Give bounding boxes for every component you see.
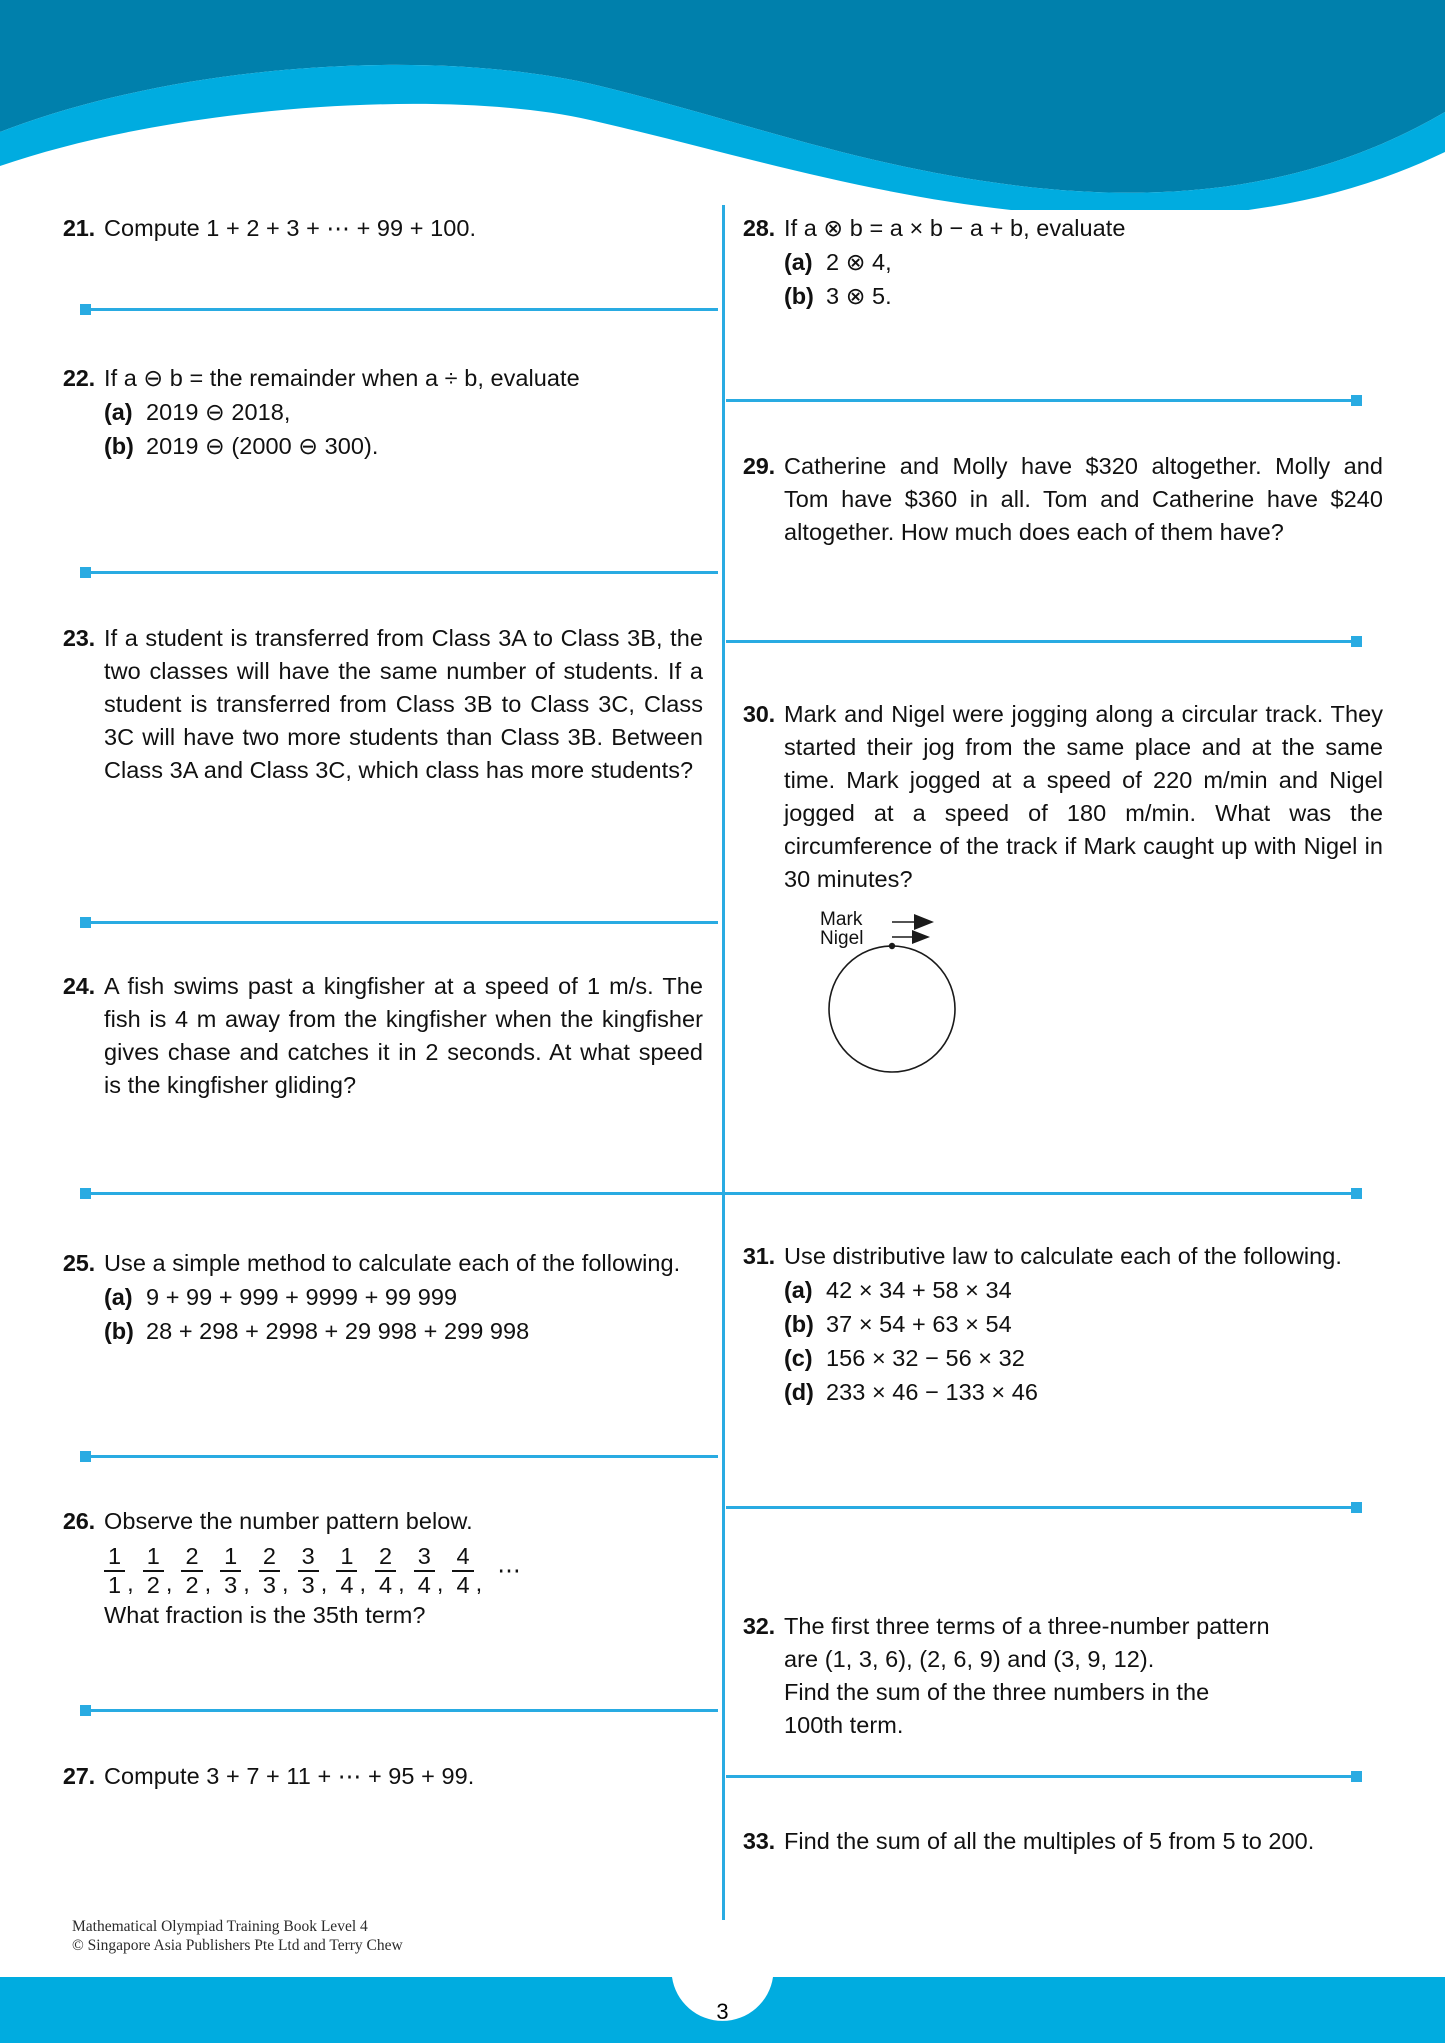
- fraction-4-numerator: 1: [220, 1544, 241, 1572]
- question-26-subquestion: What fraction is the 35th term?: [104, 1602, 426, 1629]
- question-22-item-a-label: (a): [104, 399, 133, 425]
- question-33-text: Find the sum of all the multiples of 5 from 5 to 200.: [784, 1828, 1315, 1854]
- fraction-6: [298, 1544, 319, 1597]
- question-26-fraction-sequence: [104, 1544, 703, 1597]
- fraction-sep-3: ,: [204, 1569, 212, 1596]
- divider-rule-7: [726, 399, 1361, 402]
- fraction-7-denominator: 4: [340, 1571, 354, 1598]
- question-31-item-a-label: (a): [784, 1277, 813, 1303]
- fraction-9-numerator: 3: [414, 1544, 435, 1572]
- fraction-sep-9: ,: [436, 1569, 444, 1596]
- question-28-item-a: [784, 246, 1383, 279]
- question-31-item-d-text: 233 × 46 − 133 × 46: [826, 1379, 1038, 1405]
- fraction-3-numerator: 2: [181, 1544, 202, 1572]
- fraction-4-denominator: 3: [224, 1571, 238, 1598]
- question-29-text: Catherine and Molly have $320 altogether. Molly and Tom have $360 in all. Tom and Catherine have $240 altogether. How much does each of them have?: [784, 453, 1383, 545]
- fraction-ellipsis: ⋯: [497, 1557, 523, 1584]
- fraction-3: [181, 1544, 202, 1597]
- question-24-text: A fish swims past a kingfisher at a speed of 1 m/s. The fish is 4 m away from the kingfisher when the kingfisher gives chase and catches it in 2 seconds. At what speed is the kingfisher gliding?: [104, 973, 703, 1098]
- divider-rule-10: [726, 1506, 1361, 1509]
- question-31-number: 31.: [742, 1243, 775, 1269]
- question-32-line2: are (1, 3, 6), (2, 6, 9) and (3, 9, 12).: [784, 1646, 1155, 1672]
- footer-credit-line2: © Singapore Asia Publishers Pte Ltd and Terry Chew: [72, 1937, 403, 1954]
- fraction-3-denominator: 2: [185, 1571, 199, 1598]
- fraction-9-denominator: 4: [417, 1571, 431, 1598]
- fraction-1-denominator: 1: [108, 1571, 122, 1598]
- fraction-1: [104, 1544, 125, 1597]
- fraction-sep-4: ,: [243, 1569, 250, 1596]
- question-28-item-a-label: (a): [784, 249, 813, 275]
- fraction-10: [452, 1544, 473, 1597]
- question-22-item-b-label: (b): [104, 433, 134, 459]
- fraction-5-denominator: 3: [262, 1571, 276, 1598]
- question-22-item-b-text: 2019 ⊖ (2000 ⊖ 300).: [146, 433, 379, 459]
- question-27-text: Compute 3 + 7 + 11 + ⋯ + 95 + 99.: [104, 1763, 475, 1789]
- divider-rule-2: [80, 571, 718, 574]
- question-29: [738, 450, 1383, 549]
- question-28-item-b: [784, 280, 1383, 313]
- question-26-number: 26.: [62, 1508, 95, 1534]
- divider-rule-1: [80, 308, 718, 311]
- question-26-text: Observe the number pattern below.: [104, 1508, 473, 1534]
- question-28: [738, 212, 1383, 313]
- question-22-item-b: [104, 430, 703, 463]
- fraction-sep-5: ,: [282, 1569, 289, 1596]
- fraction-10-numerator: 4: [452, 1544, 473, 1572]
- question-32: [738, 1610, 1383, 1742]
- fraction-sep-2: ,: [165, 1569, 173, 1596]
- fraction-7: [336, 1544, 357, 1597]
- fraction-sep-7: ,: [359, 1569, 367, 1596]
- question-31-text: Use distributive law to calculate each of the following.: [784, 1243, 1342, 1269]
- question-29-number: 29.: [742, 453, 775, 479]
- question-23-number: 23.: [62, 625, 95, 651]
- fraction-10-denominator: 4: [456, 1571, 470, 1598]
- question-25-item-a: [104, 1281, 703, 1314]
- question-22: [58, 362, 703, 463]
- question-22-item-a-text: 2019 ⊖ 2018,: [146, 399, 291, 425]
- question-25-item-a-text: 9 + 99 + 999 + 9999 + 99 999: [146, 1284, 458, 1310]
- question-21-number: 21.: [62, 215, 95, 241]
- question-32-number: 32.: [742, 1613, 775, 1639]
- question-31-item-b-label: (b): [784, 1311, 814, 1337]
- question-28-text: If a ⊗ b = a × b − a + b, evaluate: [784, 215, 1126, 241]
- fraction-6-denominator: 3: [301, 1571, 315, 1598]
- fraction-4: [220, 1544, 241, 1597]
- circular-track-diagram: [822, 904, 1052, 1084]
- question-31-item-b: [784, 1308, 1383, 1341]
- question-25-item-b-label: (b): [104, 1318, 134, 1344]
- divider-rule-6: [80, 1709, 718, 1712]
- fraction-6-numerator: 3: [298, 1544, 319, 1572]
- question-21: [58, 212, 703, 245]
- nigel-arrow-head: [912, 930, 930, 944]
- footer-credit-line1: Mathematical Olympiad Training Book Level 4: [72, 1918, 368, 1935]
- question-25-item-b-text: 28 + 298 + 2998 + 29 998 + 299 998: [146, 1318, 530, 1344]
- question-27-number: 27.: [62, 1763, 95, 1789]
- question-32-line1: The first three terms of a three-number pattern: [784, 1613, 1270, 1639]
- question-31-item-b-text: 37 × 54 + 63 × 54: [826, 1311, 1012, 1337]
- question-31: [738, 1240, 1383, 1409]
- question-30-number: 30.: [742, 701, 775, 727]
- fraction-sep-1: ,: [127, 1569, 134, 1596]
- divider-rule-5: [80, 1455, 718, 1458]
- question-25: [58, 1247, 703, 1348]
- question-23: [58, 622, 703, 787]
- question-26: [58, 1505, 703, 1632]
- fraction-8-denominator: 4: [379, 1571, 393, 1598]
- divider-rule-9: [726, 1192, 1361, 1195]
- fraction-sep-10: ,: [475, 1569, 483, 1596]
- question-31-item-a: [784, 1274, 1383, 1307]
- question-28-item-b-label: (b): [784, 283, 814, 309]
- question-25-item-a-label: (a): [104, 1284, 133, 1310]
- fraction-8: [375, 1544, 396, 1597]
- question-25-number: 25.: [62, 1250, 95, 1276]
- diagram-label-nigel: Nigel: [820, 928, 864, 949]
- question-25-text: Use a simple method to calculate each of the following.: [104, 1250, 681, 1276]
- fraction-7-numerator: 1: [336, 1544, 357, 1572]
- start-point-dot: [889, 943, 895, 949]
- divider-rule-11: [726, 1775, 1361, 1778]
- question-33-number: 33.: [742, 1828, 775, 1854]
- question-28-item-a-text: 2 ⊗ 4,: [826, 249, 892, 275]
- fraction-9: [414, 1544, 435, 1597]
- question-31-item-a-text: 42 × 34 + 58 × 34: [826, 1277, 1012, 1303]
- question-21-text: Compute 1 + 2 + 3 + ⋯ + 99 + 100.: [104, 215, 477, 241]
- question-32-line3: Find the sum of the three numbers in the: [784, 1679, 1210, 1705]
- fraction-8-numerator: 2: [375, 1544, 396, 1572]
- question-24: [58, 970, 703, 1102]
- fraction-sep-8: ,: [398, 1569, 405, 1596]
- fraction-5: [259, 1544, 280, 1597]
- question-23-text: If a student is transferred from Class 3A to Class 3B, the two classes will have the same number of students. If a student is transferred from Class 3B to Class 3C, Class 3C will have two more students than Class 3B. Between Class 3A and Class 3C, which class has more students?: [104, 625, 703, 783]
- question-22-number: 22.: [62, 365, 95, 391]
- question-28-number: 28.: [742, 215, 775, 241]
- footer-credit: [72, 1917, 403, 1955]
- divider-rule-3: [80, 921, 718, 924]
- page-number: 3: [716, 1999, 729, 2024]
- question-30: [738, 698, 1383, 1084]
- fraction-2-numerator: 1: [143, 1544, 164, 1572]
- question-31-item-c: [784, 1342, 1383, 1375]
- fraction-5-numerator: 2: [259, 1544, 280, 1572]
- divider-rule-8: [726, 640, 1361, 643]
- question-31-item-c-text: 156 × 32 − 56 × 32: [826, 1345, 1025, 1371]
- question-32-line4: 100th term.: [784, 1712, 904, 1738]
- fraction-sep-6: ,: [320, 1569, 328, 1596]
- fraction-1-numerator: 1: [104, 1544, 125, 1572]
- question-33: [738, 1825, 1383, 1858]
- question-24-number: 24.: [62, 973, 95, 999]
- question-22-item-a: [104, 396, 703, 429]
- fraction-2-denominator: 2: [146, 1571, 160, 1598]
- diagram-label-mark: Mark: [820, 909, 863, 930]
- fraction-2: [143, 1544, 164, 1597]
- question-27: [58, 1760, 703, 1793]
- question-28-item-b-text: 3 ⊗ 5.: [826, 283, 892, 309]
- question-31-item-c-label: (c): [784, 1345, 813, 1371]
- track-circle: [829, 946, 955, 1072]
- question-31-item-d-label: (d): [784, 1379, 814, 1405]
- question-25-item-b: [104, 1315, 703, 1348]
- question-22-text: If a ⊖ b = the remainder when a ÷ b, evaluate: [104, 365, 580, 391]
- mark-arrow-head: [914, 914, 934, 930]
- question-31-item-d: [784, 1376, 1383, 1409]
- question-30-text: Mark and Nigel were jogging along a circular track. They started their jog from the same place and at the same time. Mark jogged at a speed of 220 m/min and Nigel jogged at a speed of 180 m/min. What was the circumference of the track if Mark caught up with Nigel in 30 minutes?: [784, 701, 1383, 892]
